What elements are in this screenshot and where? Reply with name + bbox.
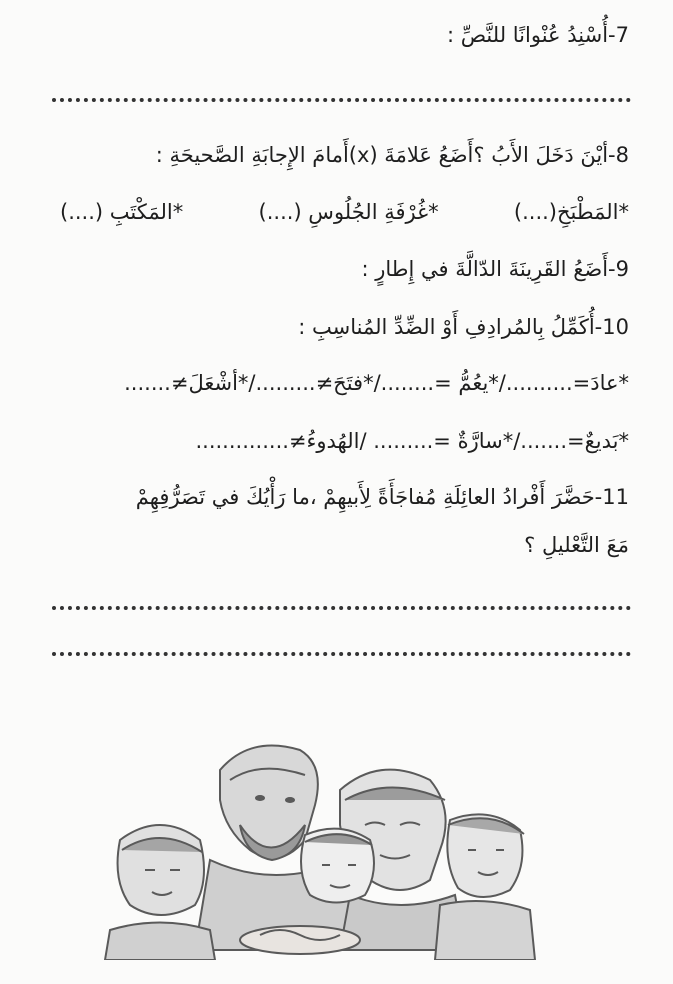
family-illustration-icon: [100, 730, 540, 960]
question-10-row-2: *بَديعٌ=......./*سارَّةٌ =......... /الهُدوءُ≠..............: [195, 429, 629, 453]
answer-line-11a: [52, 606, 631, 610]
option-living-room: *غُرْفَةِ الجُلُوسِ (....): [258, 200, 439, 224]
question-9: 9-أَضَعُ القَرِينَةَ الدّالَّةَ في إِطارٍ :: [361, 257, 629, 281]
question-7: 7-أُسْنِدُ عُنْوانًا للنَّصِّ :: [446, 23, 629, 47]
question-11-line-1: 11-حَضَّرَ أَفْرادُ العائِلَةِ مُفاجَأَةً لِأَبيهِمْ ،ما رَأْيُكَ في تَصَرُّفِهِمْ: [135, 485, 629, 509]
question-8: 8-أيْنَ دَخَلَ الأَبُ ؟أَضَعُ عَلامَةَ (x)أَمامَ الإِجابَةِ الصَّحيحَةِ :: [155, 143, 629, 167]
question-11-line-2: مَعَ التَّعْليلِ ؟: [524, 533, 629, 557]
question-10: 10-أُكَمِّلُ بِالمُرادِفِ أَوْ الضِّدِّ المُناسِبِ :: [298, 315, 629, 339]
option-kitchen: *المَطْبَخِ(....): [513, 200, 629, 224]
question-10-row-1: *عادَ=........../*يعُمُّ =......../*فتَحَ≠........./*أشْعَلَ≠.......: [124, 371, 629, 395]
answer-line-11b: [52, 652, 631, 656]
question-8-options: [60, 195, 629, 229]
answer-line-7: [52, 98, 631, 102]
option-office: *المَكْتَبِ (....): [60, 200, 184, 224]
